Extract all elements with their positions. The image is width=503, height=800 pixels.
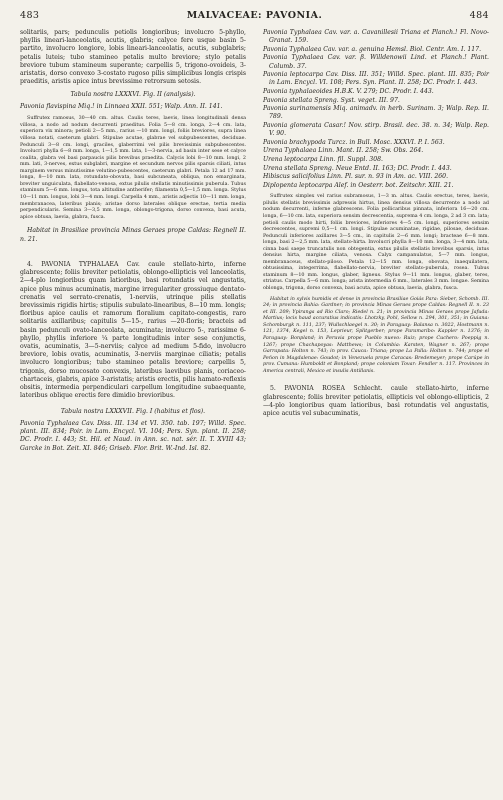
synonym-1: Pavonia flavispina Miq.! in Linnaea XXII. 551; Walp. Ann. II. 141. <box>20 103 223 110</box>
synonym-item: Hibiscus salicifolius Linn. Pl. sur. n. 93 in Am. ac. VIII. 260. <box>263 173 449 181</box>
species-4-description: Suffrutex simplex vel rarius subramosus, 1—3 m. altus. Caulis erectus, teres, laevis, pilulis stellatis brevissimis adpressis hirtus, linea densius villosa decurrente a nodo ad nodum decurrenti, inferne glabrescens. Folia pollicaribus pinnata, inferiora 16—20 cm. longa, 6—10 cm. lata, superiora sensim decrescentia, suprema 4 cm. longa, 2 ad 3 cm. lata; petioli caulis modo hirti, foliis breviores, inferiores 4—5 cm. longi, superiores sensim decrescentes, supremi 0,5—1 cm. longi. Stipulae acuminatae, rigidae, pilosae, deciduae. Pedunculi inferiores axillares 3—5 cm., in capitulis 2—6 mm. longi; bracteae 6—8 mm. longa, basi 2—2,5 mm. lata, stellato-hirta. Involucri phylla 8—10 mm. longa, 3—4 mm. lata, cinna basi saepe truncatulis non obtegentia, extus pilulis stellatis brevibus sparsis, intus densius hirta, margine ciliata, venosa. Calyx campanulatus, 5—7 mm. longus, membranaceus, stellato-piloso. Petala 12—15 mm. longa, obovata, inaequilatera, obtusissima, integerrima, flabellato-nervia, breviter stellato-puberula, rosea. Tubus staminum 8—10 mm. longus, glaber, ligneus. Stylus 9—11 mm. longus, glaber, teres, striatus. Carpella 5—6 mm. longa; arista intermedia 6 mm., laterales 3 mm. longae. Semina oblonga, trigona, dorso convexa, basi acuta, apice obtusa, laevia, glabra, fusca. <box>263 193 489 291</box>
species-3-description: Suffrutex ramosus, 30—40 cm. altus. Caulis teres, laevis, linea longitudinali densa villosa, a nodo ad nodum decurrenti praeditus. Folia 5—8 cm. longa, 2—4 cm. lata, superiora vix minora; petioli 2—5 mm., rarius —10 mm. longi, foliis breviores, supra linea villosa notati, caeterum glabri. Stipulae acutae, glabrae vel subpubescentes, deciduae. Pedunculi 3—8 cm. longi, graciles, glaberrimi vel pilis brevissimis subpubescentes. Involucri phylla 6—8 mm. longa, 1—1,5 mm. lata, 1—3-nervia, ad basin inter sese et calyce coalita, glabra vel basi parpaucis pilis brevibus praedita. Calycis lobi 8—10 mm. longi, 2 mm. lati, 3-nerves, extus subglabri, margine et secundum nervos pilis sparsis ciliati, intus marginem versus minutissime velutino-pubescentes, caeterum glabri. Petala 12 ad 17 mm. longa, 8—10 mm. lata, rotundato-obovata, basi subcuneata, obliqua, non emarginata, breviter unguiculata, flabellato-venosa, extus pilulis stellatis minutissimis puberula. Tubus staminum 5—6 mm. longus, tota altitudine antherifer; filamenta 0,5—1,5 mm. longa. Stylus 10—11 mm. longus, lobi 3—4 mm. longi. Carpella 4 mm., aristis adjectis 10—11 mm. longa, membranacea, lateribus planis; aristae dorso laterales oblique erectae, tertia media perpendicularis. Semina 3—3,5 mm. longa, oblongo-trigona, dorso convexa, basi acuta, apice obtusa, laevia, glabra, fusca. <box>20 115 246 220</box>
species-4-heading: 4. PAVONIA TYPHALAEA Cav. caule stellato-hirto, inferne glabrescente; foliis breviter petiolatis, oblongo-ellipticis vel lanceolatis, 2—4-plo longioribus quam latioribus, basi rotundatis vel angustatis, apice plus minus acuminatis, margine irregulariter grossiuque dentato-crenatis vel serrato-crenatis, 1-nerviis, utrinque pilis stellatis brevissimis rigidis hirtis; stipulis subulato-linearibus, 8—10 mm. longis; floribus apice caulis et ramorum floralium capitato-congestis, raro solitariis axillaribus; capitulis 5—15-, rarius —20-floris; bracteis ad basin pedunculi ovato-lanceolata, acuminata; involucro 5-, rarissime 6-phyllo, phyllis inferiore ¼ parte longitudinis inter sese conjunctis, ovatis, acuminatis, 3—5-nerviis; calyce ad medium 5-fido, involucro breviore, lobis ovatis, acuminatis, 3-nerviis marginae ciliatis; petalis involucro longioribus; tubo stamineo petalis breviore; carpellis 5, trigonis, dorso mucosato convexis, lateribus laevibus planis, coriaceo-chartaceis, glabris, apice 3-aristatis; aristis erectis, pilis hamato-reflexis obsitis, intermedia perpendiculari carpellum longitudine subaequante, lateribus oblique erectis fere dimidio brevioribus. <box>20 260 246 400</box>
left-column <box>20 29 246 454</box>
species-5-heading: 5. PAVONIA ROSEA Schlecht. caule stellato-hirto, inferne glabrescente; foliis breviter petiolatis, ellipticis vel oblongo-ellipticis, 2—4-plo longioribus quam latioribus, basi rotundatis vel angustatis, apice acutis vel subacuminatis, <box>263 385 489 418</box>
synonym-item: Pavonia brachypoda Turcz. in Bull. Mosc. XXXVI. P. I. 563. <box>263 138 445 146</box>
plate-reference-1: Tabula nostra LXXXVI. Fig. II (analysis). <box>70 90 196 98</box>
synonym-item: Urena leptocarpa Linn. fil. Suppl. 308. <box>263 155 383 163</box>
species-3-diagnosis: solitariis, pars; pedunculis petiolis longioribus; involucro 5-phyllo, phyllis lineari-lanceolatis, acutis, glabris; calyce fere usque basin 5-partito, involucro longiore, lobis lineari-lanceolatis, acutis, subglabris; petalis luteis; tubo stamineo petalis multo breviore; stylo petalis breviore tubum stamineum superante; carpellis 5, trigono-ovoideis, 3-aristatis, dorso convexo 3-costato rugoso pilis simplicibus longis crispis praeditis, aristis apice intus brevissime retrorsum setosis. <box>20 29 246 86</box>
synonym-2: Pavonia Typhalaea Cav. Diss. III. 134 et VI. 350. tab. 197; Willd. Spec. plant. III. 834; Poir. in Lam. Encycl. VI. 104; Pers. Syn. plant. II. 258; DC. Prodr. I. 443; St. Hil. et Naud. in Ann. sc. nat. sér. II. T. XVIII 43; Garcke in Bot. Zeit. XI. 846; Griseb. Flor. Brit. W.-Ind. Isl. 82. <box>20 419 246 452</box>
synonym-item: Pavonia Typhalaea Cav. var. β. Willdenowii Lind. et Planch.! Plant. Columb. 37. <box>263 54 489 70</box>
synonym-item: Urena Typhalaea Linn. Mant. II. 258; Sw. Obs. 264. <box>263 147 424 155</box>
species-3-habitat: Habitat in Brasiliae provincia Minas Geraes prope Caldas: Regnell II. n. 21. <box>20 227 246 243</box>
plate-reference-2: Tabula nostra LXXXVII. Fig. I (habitus et flos). <box>60 407 206 415</box>
synonym-item: Pavonia typhalaeoides H.B.K. V. 279; DC. Prodr. I. 443. <box>263 87 434 95</box>
synonym-item: Pavonia stellata Spreng. Syst. veget. III. 97. <box>263 96 400 104</box>
two-column-body <box>20 29 489 454</box>
synonym-item: Pavonia glomerata Casar.! Nov. stirp. Brasil. dec. 38. n. 34; Walp. Rep. V. 90. <box>263 121 489 138</box>
page-number-right: 484 <box>469 10 489 21</box>
synonym-item: Pavonia Typhalaea Cav. var. a. genuina Hemsl. Biol. Centr. Am. I. 117. <box>263 45 482 53</box>
synonym-item: Pavonia Typhalaea Cav. var. a. Cavanillesii Triana et Planch.! Fl. Novo-Granat. 159. <box>263 29 489 45</box>
running-header <box>20 10 489 25</box>
synonym-item: Diplopenta leptocarpa Alef. in Oesterr. bot. Zeitschr. XIII. 21. <box>263 181 454 189</box>
species-4-habitat: Habitat in sylvis humidis et dense in provincia Brasiliae Goiás Para: Sieber, Schomb. III. 24; in provincia Bahia: Gardner; in provincia Minas Geraes prope Caldas: Regnell II. n. 23 et III. 209; Ypiranga ad Rio Claro; Riedel n. 21; in provincia Minas Geraes prope Jafuda: Martius; locis haud accuratius indicatis: Lhotzky, Pohl, Sellow n. 294, 301, 351; in Guiana: Schomburgk n. 111, 237; Wullschlaegel n. 30; in Paraguay: Balansa n. 3022, Hostmann n. 121, 1374, Kegel n. 153, Leprieur, Splitgerber; prope Paramaribo: Kappler n. 1376; in Paraguay: Bonpland; in Peruvia prope Pueblo nuevo: Ruiz; prope Cuchero: Poeppig n. 1267; prope Chachapoyas: Matthews; in Columbia: Karsten, Wagner n. 267; prope Garrapata: Holton n. 743; in prov. Cauca: Triana; prope La Palla: Holton n. 744; prope el Peñon in Magdalenae: Goudot; in Venezuela prope Caracas: Bredemeyer; prope Carúpe in prov. Cumana: Humboldt et Bonpland; prope coloniam Tovar: Fendler n. 117. Provinces in America centrali, Mexico et insulis Antillanis. <box>263 295 489 374</box>
synonym-item: Pavonia surinamensis Miq. animadv. in herb. Surinam. 3; Walp. Rep. II. 789. <box>263 105 489 121</box>
running-title: MALVACEAE: PAVONIA. <box>186 10 323 21</box>
synonym-item: Pavonia leptocarpa Cav. Diss. III. 351; Willd. Spec. plant. III. 835; Poir in Lam. Encycl. VI. 108; Pers. Syn. Plant. II. 258; DC. Prodr. I. 443. <box>263 71 489 87</box>
synonym-item: Urena stellata Spreng. Neue Entd. II. 163; DC. Prodr. I. 443. <box>263 164 452 172</box>
page-number-left: 483 <box>20 10 40 21</box>
right-column <box>263 29 489 454</box>
